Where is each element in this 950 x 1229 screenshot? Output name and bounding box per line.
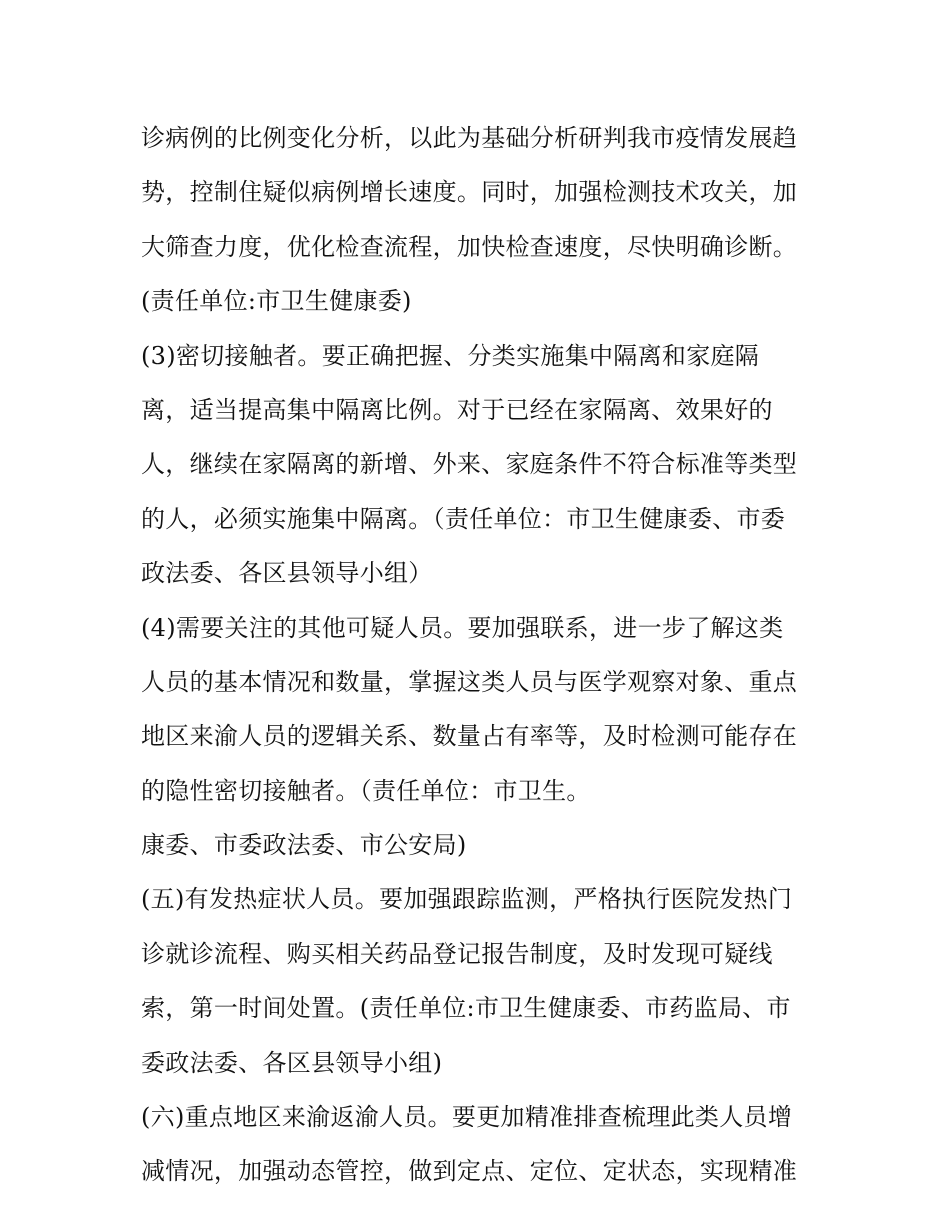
text-line: (4)需要关注的其他可疑人员。要加强联系，进一步了解这类 (141, 613, 784, 642)
text-line: (责任单位:市卫生健康委) (141, 287, 412, 316)
document-body (141, 111, 821, 1199)
text-line: 离，适当提高集中隔离比例。对于已经在家隔离、效果好的 (141, 395, 773, 424)
text-line: 大筛查力度，优化检查流程，加快检查速度，尽快明确诊断。 (141, 232, 798, 261)
text-line: 索，第一时间处置。(责任单位:市卫生健康委、市药监局、市 (141, 994, 791, 1023)
text-line: 势，控制住疑似病例增长速度。同时，加强检测技术攻关，加 (141, 178, 798, 207)
text-line: (五)有发热症状人员。要加强跟踪监测，严格执行医院发热门 (141, 885, 793, 914)
text-line: 的隐性密切接触者。（责任单位：市卫生。 (141, 776, 591, 805)
text-line: 减情况，加强动态管控，做到定点、定位、定状态，实现精准 (141, 1157, 798, 1186)
text-line: 康委、市委政法委、市公安局) (141, 831, 467, 860)
text-line: 诊病例的比例变化分析，以此为基础分析研判我市疫情发展趋 (141, 124, 798, 152)
text-line: 人员的基本情况和数量，掌握这类人员与医学观察对象、重点 (141, 667, 798, 696)
text-line: 的人，必须实施集中隔离。（责任单位：市卫生健康委、市委 (141, 504, 786, 533)
text-line: 诊就诊流程、购买相关药品登记报告制度，及时发现可疑线 (141, 939, 773, 968)
text-line: (六)重点地区来渝返渝人员。要更加精准排查梳理此类人员增 (141, 1103, 793, 1132)
text-line: 委政法委、各区县领导小组) (141, 1048, 443, 1077)
text-line: (3)密切接触者。要正确把握、分类实施集中隔离和家庭隔 (141, 341, 760, 370)
text-line: 政法委、各区县领导小组） (141, 559, 433, 588)
text-line: 人，继续在家隔离的新增、外来、家庭条件不符合标准等类型 (141, 450, 798, 479)
text-line: 地区来渝人员的逻辑关系、数量占有率等，及时检测可能存在 (141, 722, 798, 751)
